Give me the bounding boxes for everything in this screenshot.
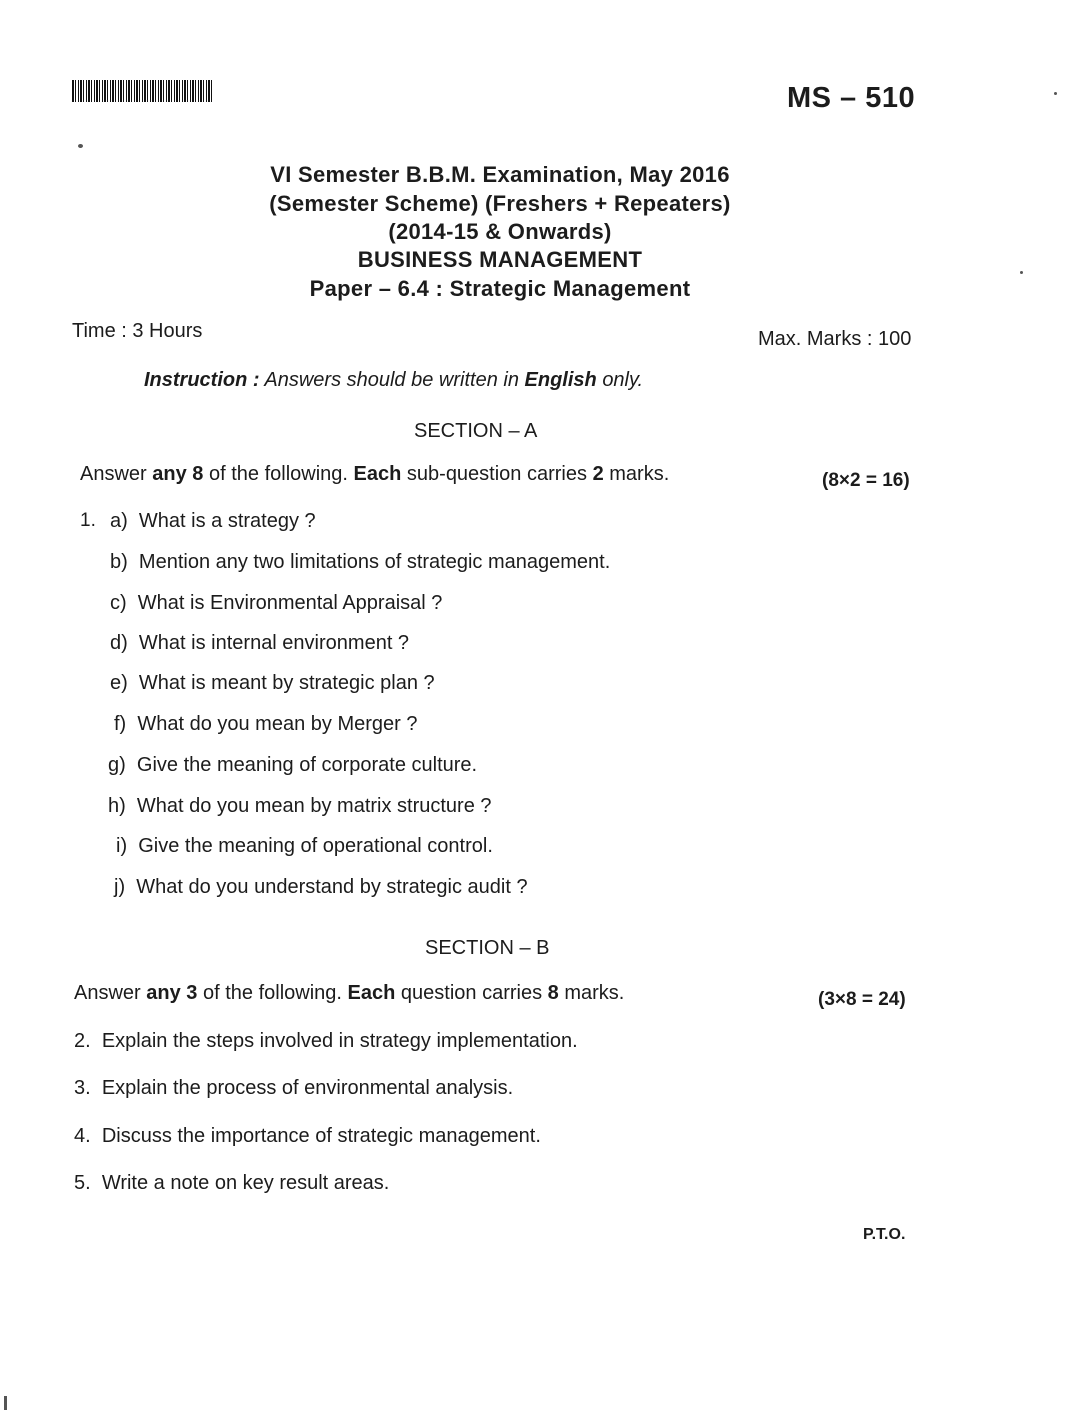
section-b-title: SECTION – B: [425, 937, 550, 959]
list-item: 4. Discuss the importance of strategic management.: [74, 1125, 541, 1147]
subject-title: BUSINESS MANAGEMENT: [357, 247, 643, 272]
scan-speck: [1054, 92, 1057, 95]
paper-code: MS – 510: [787, 82, 916, 114]
instruction-label: Instruction :: [144, 369, 260, 391]
list-item: b) Mention any two limitations of strategic management.: [110, 551, 611, 573]
instruction-language: English: [524, 369, 597, 391]
paper-title: Paper – 6.4 : Strategic Management: [309, 276, 691, 301]
max-marks: Max. Marks : 100: [758, 328, 912, 350]
instruction-text-end: only.: [602, 369, 644, 391]
list-item: j) What do you understand by strategic audit ?: [114, 876, 528, 898]
list-item: h) What do you mean by matrix structure ?: [108, 795, 492, 817]
list-item: e) What is meant by strategic plan ?: [110, 672, 435, 694]
list-item: 3. Explain the process of environmental analysis.: [74, 1077, 514, 1099]
list-item: g) Give the meaning of corporate culture.: [108, 754, 478, 776]
page-turn-note: P.T.O.: [863, 1226, 906, 1243]
scheme-line: (Semester Scheme) (Freshers + Repeaters): [269, 191, 731, 216]
list-item: i) Give the meaning of operational control.: [116, 835, 493, 857]
scan-speck: [4, 1396, 7, 1410]
section-a-instruction: Answer any 8 of the following. Each sub-question carries 2 marks.: [80, 463, 670, 485]
section-a-title: SECTION – A: [414, 420, 538, 442]
list-item: d) What is internal environment ?: [110, 632, 410, 654]
exam-title: VI Semester B.B.M. Examination, May 2016: [270, 162, 730, 187]
time-duration: Time : 3 Hours: [72, 320, 203, 342]
year-line: (2014-15 & Onwards): [388, 219, 612, 244]
scan-speck: [1020, 271, 1023, 274]
section-a-marks: (8×2 = 16): [822, 470, 910, 491]
instruction-text: Answers should be written in: [264, 369, 519, 391]
list-item: 2. Explain the steps involved in strategy implementation.: [74, 1030, 578, 1052]
barcode: [72, 80, 212, 102]
question-number: 1.: [80, 510, 96, 531]
list-item: f) What do you mean by Merger ?: [114, 713, 418, 735]
list-item: c) What is Environmental Appraisal ?: [110, 592, 443, 614]
section-b-marks: (3×8 = 24): [818, 989, 906, 1010]
instruction: [144, 369, 643, 392]
section-b-instruction: Answer any 3 of the following. Each question carries 8 marks.: [74, 982, 625, 1004]
scan-speck: [78, 144, 83, 148]
list-item: 5. Write a note on key result areas.: [74, 1172, 390, 1194]
list-item: a) What is a strategy ?: [110, 510, 316, 532]
